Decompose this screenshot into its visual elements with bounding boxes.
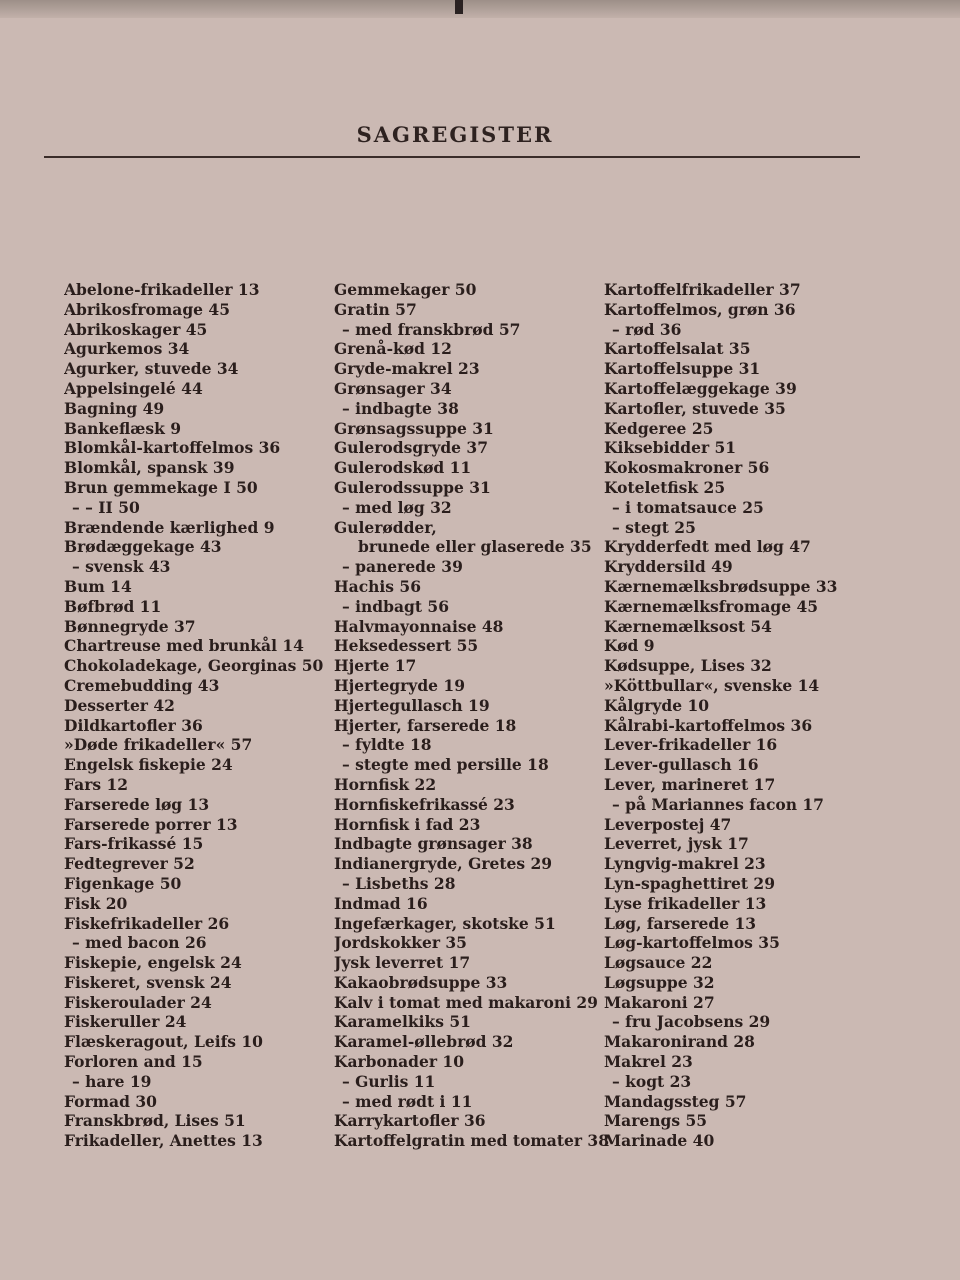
index-entry: Kærnemælksfromage 45	[604, 596, 819, 616]
index-entry: Cremebudding 43	[64, 675, 220, 695]
index-entry: Hornfisk 22	[334, 774, 437, 794]
index-entry: Gulerodskød 11	[334, 458, 472, 478]
index-entry: Bum 14	[64, 576, 132, 596]
index-entry: – i tomatsauce 25	[612, 497, 764, 517]
index-entry: Franskbrød, Lises 51	[64, 1111, 246, 1131]
index-entry: Agurkemos 34	[64, 339, 190, 359]
index-entry: Løg, farserede 13	[604, 913, 757, 933]
index-entry: Blomkål, spansk 39	[64, 458, 235, 478]
index-entry: Kartoffelfrikadeller 37	[604, 280, 801, 299]
index-entry: Lyse frikadeller 13	[604, 893, 767, 913]
index-entry: Dildkartofler 36	[64, 715, 203, 735]
index-entry: Lever-frikadeller 16	[604, 735, 778, 755]
index-entry: Hornfisk i fad 23	[334, 814, 481, 834]
index-entry: brunede eller glaserede 35	[358, 537, 592, 557]
index-entry: Kålrabi-kartoffelmos 36	[604, 715, 813, 735]
index-entry: Gulerodsgryde 37	[334, 438, 489, 458]
index-entry: Fiskeruller 24	[64, 1012, 187, 1032]
page-top-edge	[0, 0, 960, 18]
index-entry: – med løg 32	[342, 497, 452, 517]
index-entry: »Köttbullar«, svenske 14	[604, 675, 820, 695]
index-entry: Fiskeret, svensk 24	[64, 972, 232, 992]
index-entry: Karbonader 10	[334, 1052, 465, 1072]
index-entry: Flæskeragout, Leifs 10	[64, 1032, 263, 1052]
index-entry: Forloren and 15	[64, 1052, 203, 1072]
index-entry: Løg-kartoffelmos 35	[604, 933, 780, 953]
index-entry: Kartoffelsalat 35	[604, 339, 751, 359]
index-entry: Kartoffelæggekage 39	[604, 378, 797, 398]
index-entry: Gulerodssuppe 31	[334, 477, 491, 497]
index-entry: Brændende kærlighed 9	[64, 517, 275, 537]
index-entry: – Gurlis 11	[342, 1071, 436, 1091]
index-entry: Abrikoskager 45	[64, 319, 208, 339]
index-entry: – panerede 39	[342, 557, 463, 577]
index-entry: – fru Jacobsens 29	[612, 1012, 771, 1032]
index-entry: Jordskokker 35	[334, 933, 467, 953]
index-entry: – med bacon 26	[72, 933, 207, 953]
index-entry: Kartofler, stuvede 35	[604, 398, 786, 418]
index-entry: Makaroni 27	[604, 992, 715, 1012]
index-entry: Kakaobrødsuppe 33	[334, 972, 508, 992]
index-entry: – på Mariannes facon 17	[612, 794, 824, 814]
index-entry: Hjerter, farserede 18	[334, 715, 517, 735]
index-entry: Hornfiskefrikassé 23	[334, 794, 515, 814]
index-entry: Kartoffelmos, grøn 36	[604, 299, 796, 319]
index-entry: Brødæggekage 43	[64, 537, 222, 557]
index-entry: – indbagte 38	[342, 398, 459, 418]
index-column-1	[64, 280, 354, 1151]
index-entry: Blomkål-kartoffelmos 36	[64, 438, 281, 458]
index-entry: Farserede løg 13	[64, 794, 210, 814]
index-entry: Jysk leverret 17	[334, 953, 471, 973]
index-entry: – stegte med persille 18	[342, 755, 549, 775]
index-entry: – hare 19	[72, 1071, 152, 1091]
index-entry: Fisk 20	[64, 893, 128, 913]
index-entry: Indianergryde, Gretes 29	[334, 854, 553, 874]
index-entry: Ingefærkager, skotske 51	[334, 913, 556, 933]
index-entry: Agurker, stuvede 34	[64, 359, 239, 379]
index-entry: – indbagt 56	[342, 596, 449, 616]
index-entry: Bankeflæsk 9	[64, 418, 182, 438]
index-entry: Løgsauce 22	[604, 953, 713, 973]
index-entry: – stegt 25	[612, 517, 696, 537]
index-entry: Indbagte grønsager 38	[334, 834, 533, 854]
index-entry: Bagning 49	[64, 398, 165, 418]
index-entry: Kokosmakroner 56	[604, 458, 770, 478]
index-entry: Gemmekager 50	[334, 280, 477, 299]
index-entry: Karamel-øllebrød 32	[334, 1032, 514, 1052]
index-entry: Appelsingelé 44	[64, 378, 203, 398]
index-entry: Engelsk fiskepie 24	[64, 755, 233, 775]
page-title: SAGREGISTER	[356, 122, 554, 147]
index-column-2	[334, 280, 624, 1151]
index-entry: Fiskepie, engelsk 24	[64, 953, 242, 973]
index-entry: – svensk 43	[72, 557, 171, 577]
index-entry: »Døde frikadeller« 57	[64, 735, 253, 755]
index-entry: Gratin 57	[334, 299, 417, 319]
index-entry: Chokoladekage, Georginas 50	[64, 656, 324, 676]
index-entry: Formad 30	[64, 1091, 157, 1111]
index-entry: Kødsuppe, Lises 32	[604, 656, 772, 676]
index-entry: Halvmayonnaise 48	[334, 616, 504, 636]
index-entry: Frikadeller, Anettes 13	[64, 1131, 263, 1151]
index-entry: Desserter 42	[64, 695, 175, 715]
index-entry: – rød 36	[612, 319, 682, 339]
index-column-3	[604, 280, 894, 1151]
index-entry: Fiskefrikadeller 26	[64, 913, 230, 933]
index-entry: Marinade 40	[604, 1131, 715, 1151]
index-entry: Kalv i tomat med makaroni 29	[334, 992, 598, 1012]
index-entry: Fedtegrever 52	[64, 854, 195, 874]
index-entry: – fyldte 18	[342, 735, 432, 755]
index-entry: Gryde-makrel 23	[334, 359, 480, 379]
index-entry: Mandagssteg 57	[604, 1091, 747, 1111]
index-entry: – med rødt i 11	[342, 1091, 473, 1111]
index-entry: Kærnemælksost 54	[604, 616, 772, 636]
index-entry: Leverret, jysk 17	[604, 834, 749, 854]
index-entry: Løgsuppe 32	[604, 972, 715, 992]
index-entry: Heksedessert 55	[334, 636, 479, 656]
index-entry: Abelone-frikadeller 13	[64, 280, 260, 299]
index-entry: Kartoffelgratin med tomater 38	[334, 1131, 610, 1151]
index-entry: Fiskeroulader 24	[64, 992, 212, 1012]
index-entry: Kød 9	[604, 636, 655, 656]
index-entry: Krydderfedt med løg 47	[604, 537, 811, 557]
index-entry: Leverpostej 47	[604, 814, 732, 834]
index-entry: Lyngvig-makrel 23	[604, 854, 766, 874]
index-entry: – – II 50	[72, 497, 140, 517]
index-entry: Marengs 55	[604, 1111, 708, 1131]
index-entry: Fars-frikassé 15	[64, 834, 204, 854]
index-entry: Kedgeree 25	[604, 418, 714, 438]
index-entry: Bønnegryde 37	[64, 616, 196, 636]
binding-mark	[455, 0, 463, 14]
index-entry: Kålgryde 10	[604, 695, 710, 715]
index-entry: Hjertegullasch 19	[334, 695, 490, 715]
index-entry: Makaronirand 28	[604, 1032, 755, 1052]
index-entry: Hachis 56	[334, 576, 421, 596]
index-entry: Kiksebidder 51	[604, 438, 737, 458]
index-entry: – med franskbrød 57	[342, 319, 521, 339]
index-entry: – kogt 23	[612, 1071, 692, 1091]
index-entry: Koteletfisk 25	[604, 477, 726, 497]
index-entry: Brun gemmekage I 50	[64, 477, 258, 497]
index-entry: Grønsager 34	[334, 378, 452, 398]
index-entry: Grenå-kød 12	[334, 339, 452, 359]
index-entry: Grønsagssuppe 31	[334, 418, 494, 438]
index-entry: Hjertegryde 19	[334, 675, 465, 695]
index-entry: Karamelkiks 51	[334, 1012, 471, 1032]
index-entry: Lever-gullasch 16	[604, 755, 759, 775]
index-entry: Farserede porrer 13	[64, 814, 238, 834]
index-entry: Kærnemælksbrødsuppe 33	[604, 576, 838, 596]
index-entry: Indmad 16	[334, 893, 428, 913]
index-entry: Hjerte 17	[334, 656, 417, 676]
index-entry: Karrykartofler 36	[334, 1111, 486, 1131]
index-entry: Lyn-spaghettiret 29	[604, 873, 775, 893]
index-entry: Makrel 23	[604, 1052, 693, 1072]
index-entry: – Lisbeths 28	[342, 873, 456, 893]
index-entry: Kryddersild 49	[604, 557, 733, 577]
title-divider	[44, 156, 860, 158]
index-entry: Abrikosfromage 45	[64, 299, 231, 319]
index-entry: Bøfbrød 11	[64, 596, 162, 616]
index-entry: Chartreuse med brunkål 14	[64, 636, 304, 656]
index-entry: Fars 12	[64, 774, 129, 794]
index-entry: Figenkage 50	[64, 873, 182, 893]
index-entry: Gulerødder,	[334, 517, 437, 537]
index-entry: Lever, marineret 17	[604, 774, 776, 794]
index-entry: Kartoffelsuppe 31	[604, 359, 761, 379]
